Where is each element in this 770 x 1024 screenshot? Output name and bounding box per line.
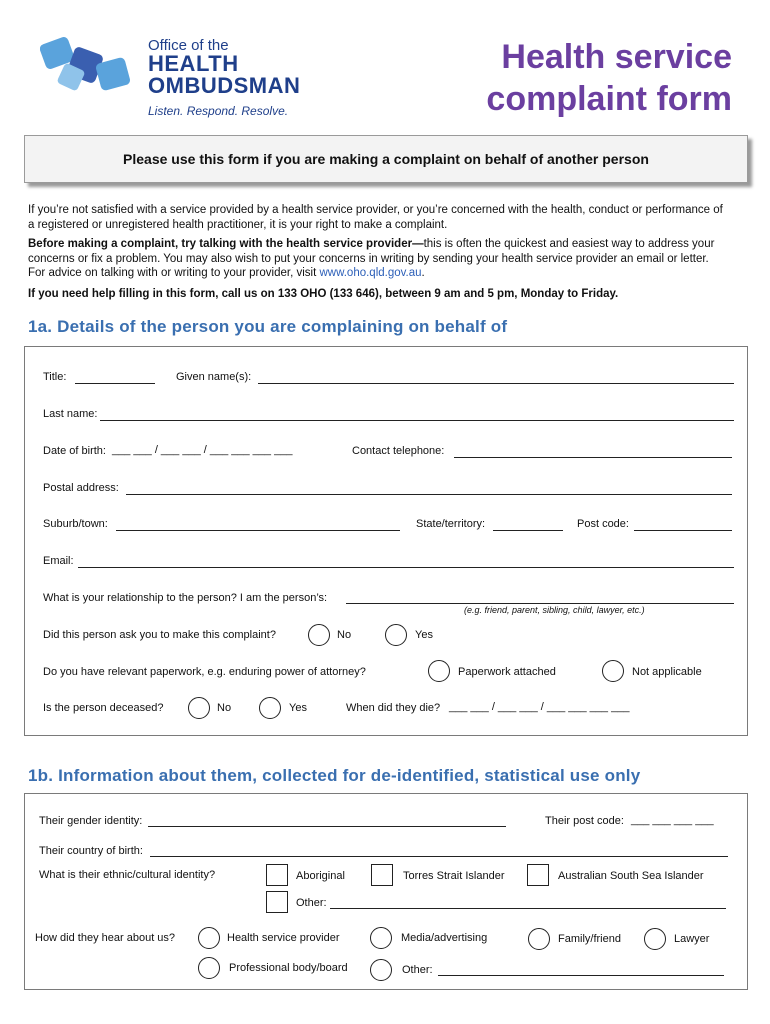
dob-field[interactable]: ___ ___ / ___ ___ / ___ ___ ___ ___ <box>112 444 293 456</box>
paperwork-attached-label: Paperwork attached <box>458 666 556 678</box>
torres-label: Torres Strait Islander <box>403 870 505 882</box>
title-label: Title: <box>43 371 67 383</box>
logo-line2: HEALTH <box>148 51 239 76</box>
contact-phone-field[interactable] <box>454 457 732 458</box>
relationship-field[interactable] <box>346 603 734 604</box>
south-sea-checkbox[interactable] <box>527 864 549 886</box>
family-label: Family/friend <box>558 933 621 945</box>
not-applicable-label: Not applicable <box>632 666 702 678</box>
professional-radio[interactable] <box>198 957 220 979</box>
email-field[interactable] <box>78 567 734 568</box>
country-label: Their country of birth: <box>39 845 143 857</box>
ask-no-radio[interactable] <box>308 624 330 646</box>
ask-no-label: No <box>337 629 352 641</box>
intro-paragraph-3: If you need help filling in this form, call us on 133 OHO (133 646), between 9 am and 5 pm, Monday to Friday. <box>28 288 619 300</box>
deceased-yes-radio[interactable] <box>259 697 281 719</box>
oho-website-link[interactable]: www.oho.qld.gov.au <box>319 267 422 279</box>
title-field[interactable] <box>75 383 155 384</box>
their-postcode-field[interactable]: ___ ___ ___ ___ <box>631 814 714 826</box>
media-label: Media/advertising <box>401 932 488 944</box>
aboriginal-checkbox[interactable] <box>266 864 288 886</box>
intro-p2-bold: Before making a complaint, try talking with the health service provider— <box>28 238 424 250</box>
aboriginal-label: Aboriginal <box>296 870 345 882</box>
their-postcode-label: Their post code: <box>545 815 624 827</box>
country-field[interactable] <box>150 856 728 857</box>
last-name-label: Last name: <box>43 408 98 420</box>
page-title <box>486 36 732 120</box>
other-ethnic-label: Other: <box>296 897 327 909</box>
title-line1: Health service <box>501 38 732 76</box>
when-died-field[interactable]: ___ ___ / ___ ___ / ___ ___ ___ ___ <box>449 701 630 713</box>
other-hear-label: Other: <box>402 964 433 976</box>
professional-label: Professional body/board <box>229 962 348 974</box>
title-line2: complaint form <box>486 80 732 118</box>
ask-label: Did this person ask you to make this complaint? <box>43 629 276 641</box>
health-provider-label: Health service provider <box>227 932 340 944</box>
intro-paragraph-1: If you’re not satisfied with a service provided by a health service provider, or you’re concerned with the health, conduct or performance of a registered or unregistered health practitioner, it is your right to make a complaint. <box>28 204 723 231</box>
deceased-yes-label: Yes <box>289 702 307 714</box>
other-ethnic-checkbox[interactable] <box>266 891 288 913</box>
logo-tagline: Listen. Respond. Resolve. <box>148 104 289 118</box>
contact-phone-label: Contact telephone: <box>352 445 445 457</box>
section-1b-heading: 1b. Information about them, collected for de-identified, statistical use only <box>28 766 641 785</box>
gender-field[interactable] <box>148 826 506 827</box>
postal-address-field[interactable] <box>126 494 732 495</box>
email-label: Email: <box>43 555 74 567</box>
state-field[interactable] <box>493 530 563 531</box>
deceased-no-label: No <box>217 702 232 714</box>
when-died-label: When did they die? <box>346 702 441 714</box>
other-hear-radio[interactable] <box>370 959 392 981</box>
ask-yes-label: Yes <box>415 629 433 641</box>
ask-yes-radio[interactable] <box>385 624 407 646</box>
torres-checkbox[interactable] <box>371 864 393 886</box>
postcode-field[interactable] <box>634 530 732 531</box>
dob-label: Date of birth: <box>43 445 106 457</box>
paperwork-attached-radio[interactable] <box>428 660 450 682</box>
given-name-label: Given name(s): <box>176 371 252 383</box>
suburb-field[interactable] <box>116 530 400 531</box>
instruction-banner <box>24 135 748 183</box>
south-sea-label: Australian South Sea Islander <box>558 870 704 882</box>
oho-logo-mark-icon <box>40 32 138 100</box>
given-name-field[interactable] <box>258 383 734 384</box>
intro-p2-end: . <box>421 267 425 279</box>
deceased-no-radio[interactable] <box>188 697 210 719</box>
lawyer-radio[interactable] <box>644 928 666 950</box>
paperwork-label: Do you have relevant paperwork, e.g. enduring power of attorney? <box>43 666 366 678</box>
health-provider-radio[interactable] <box>198 927 220 949</box>
other-hear-field[interactable] <box>438 975 724 976</box>
other-ethnic-field[interactable] <box>330 908 726 909</box>
ethnic-label: What is their ethnic/cultural identity? <box>39 869 216 881</box>
gender-label: Their gender identity: <box>39 815 143 827</box>
last-name-field[interactable] <box>100 420 734 421</box>
relationship-label: What is your relationship to the person? I am the person’s: <box>43 592 328 604</box>
intro-paragraph-2 <box>28 237 728 281</box>
postal-address-label: Postal address: <box>43 482 119 494</box>
state-label: State/territory: <box>416 518 486 530</box>
not-applicable-radio[interactable] <box>602 660 624 682</box>
deceased-label: Is the person deceased? <box>43 702 164 714</box>
relationship-hint: (e.g. friend, parent, sibling, child, lawyer, etc.) <box>464 605 645 615</box>
family-radio[interactable] <box>528 928 550 950</box>
section-1a-heading: 1a. Details of the person you are complaining on behalf of <box>28 317 508 336</box>
logo-line1: Office of the <box>148 37 229 54</box>
logo-line3: OMBUDSMAN <box>148 73 301 98</box>
hear-label: How did they hear about us? <box>35 932 176 944</box>
banner-text: Please use this form if you are making a complaint on behalf of another person <box>123 151 649 167</box>
postcode-label: Post code: <box>577 518 629 530</box>
media-radio[interactable] <box>370 927 392 949</box>
suburb-label: Suburb/town: <box>43 518 108 530</box>
lawyer-label: Lawyer <box>674 933 710 945</box>
intro-p2-text: this is often the quickest and easiest way to address your concerns or fix a problem. You may also wish to put your concerns in writing by sending your health service provider an email or letter. For advice on talking with or writing to your provider, visit <box>28 238 715 279</box>
